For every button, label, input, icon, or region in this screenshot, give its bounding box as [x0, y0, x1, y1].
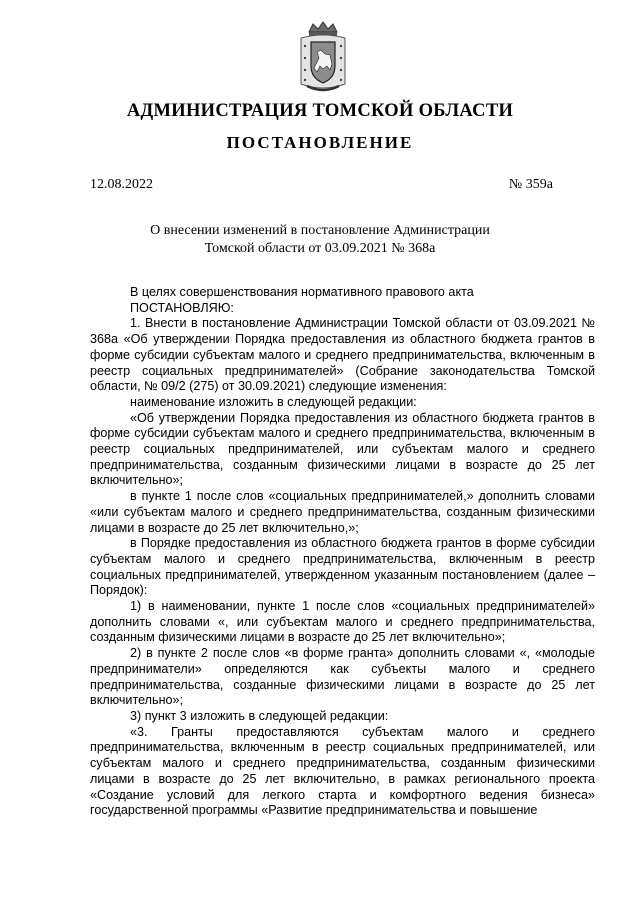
subject-line: Томской области от 03.09.2021 № 368а: [204, 241, 436, 256]
body-paragraph: в пункте 1 после слов «социальных предпринимателей,» дополнить словами «или субъектам малого и среднего предпринимательства, созданным физическими лицами в возрасте до 25 лет включительно,»;: [90, 489, 595, 535]
body-paragraph: наименование изложить в следующей редакции:: [130, 394, 417, 409]
subject-line: О внесении изменений в постановление Администрации: [150, 223, 490, 238]
body-paragraph: 1) в наименовании, пункте 1 после слов «социальных предпринимателей» дополнить словами «, или субъектам малого и среднего предпринимательства, созданным физическими лицами в возрасте до 25 лет включительно»;: [90, 599, 595, 645]
body-paragraph: «Об утверждении Порядка предоставления из областного бюджета грантов в форме субсидии субъектам малого и среднего предпринимательства, включенным в реестр социальных предпринимателей, или субъектам малого и среднего предпринимательства, созданным физическими лицами в возрасте до 25 лет включительно»;: [90, 410, 595, 488]
document-subject: [120, 222, 520, 258]
coat-of-arms-emblem: [297, 20, 349, 94]
document-date: 12.08.2022: [90, 177, 153, 192]
document-type: ПОСТАНОВЛЕНИЕ: [226, 133, 414, 152]
body-paragraph: 1. Внести в постановление Администрации Томской области от 03.09.2021 № 368а «Об утверждении Порядка предоставления из областного бюджета грантов в форме субсидии субъектам малого и среднего предпринимательства, включенным в реестр социальных предпринимателей» (Собрание законодательства Томской области, № 09/2 (275) от 30.09.2021) следующие изменения:: [90, 316, 595, 394]
body-paragraph: 2) в пункте 2 после слов «в форме гранта» дополнить словами «, «молодые предприниматели» определяются как субъекты малого и среднего предпринимательства, созданные физическими лицами в возрасте до 25 лет включительно»;: [90, 646, 595, 708]
organization-title: АДМИНИСТРАЦИЯ ТОМСКОЙ ОБЛАСТИ: [126, 101, 514, 121]
body-paragraph: ПОСТАНОВЛЯЮ:: [130, 300, 234, 315]
document-body: [90, 285, 595, 819]
body-paragraph: в Порядке предоставления из областного бюджета грантов в форме субсидии субъектам малого и среднего предпринимательства, включенным в реестр социальных предпринимателей, утвержденном указанным постановлением (далее – Порядок):: [90, 536, 595, 598]
body-paragraph: В целях совершенствования нормативного правового акта: [130, 285, 474, 299]
body-paragraph: 3) пункт 3 изложить в следующей редакции:: [130, 708, 389, 723]
body-paragraph: «3. Гранты предоставляются субъектам малого и среднего предпринимательства, включенным в реестр социальных предпринимателей, или субъектам малого и среднего предпринимательства, созданным физическими лицами в возрасте до 25 лет включительно, в рамках регионального проекта «Создание условий для легкого старта и комфортного ведения бизнеса» государственной программы «Развитие предпринимательства и повышение: [90, 724, 595, 818]
document-number: № 359а: [508, 177, 553, 192]
